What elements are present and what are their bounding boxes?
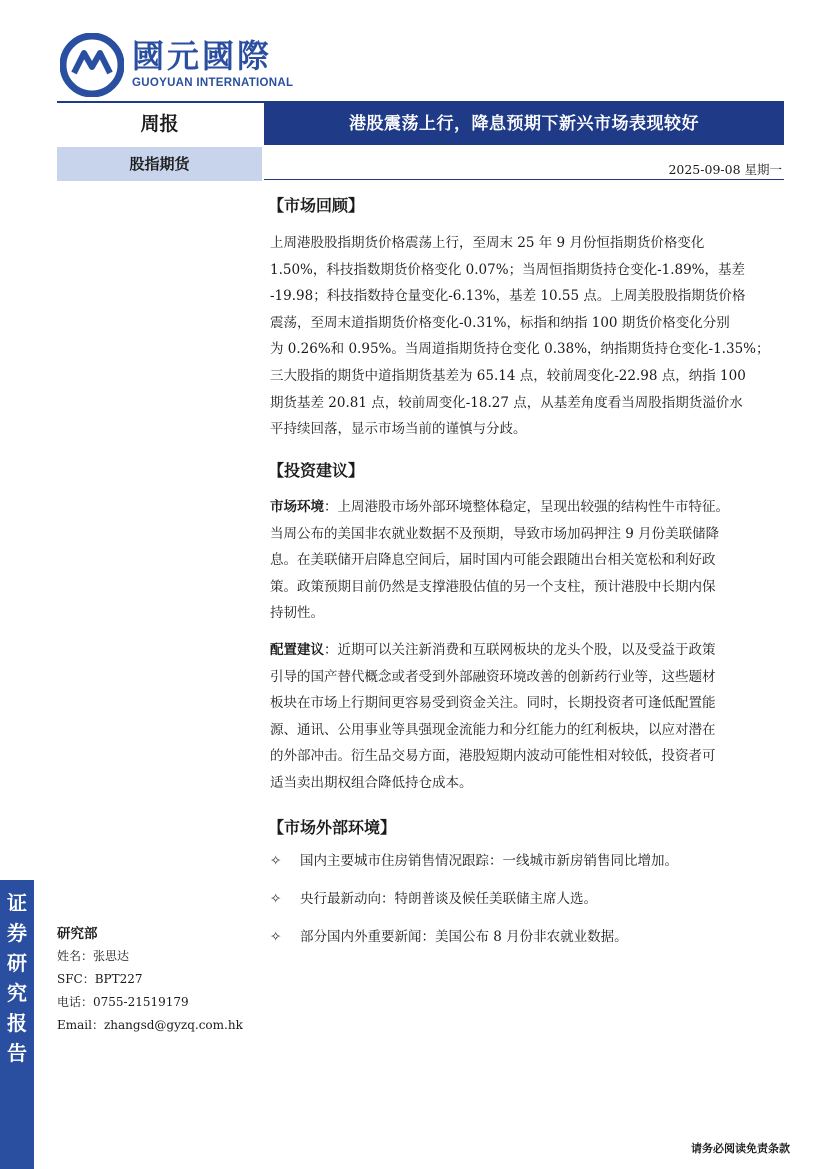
- report-date: 2025-09-08 星期一: [668, 162, 782, 177]
- env-line: 持韧性。: [270, 605, 324, 622]
- allocation-paragraph: [270, 637, 778, 797]
- review-line: -19.98；科技指数持仓量变化-6.13%，基差 10.55 点。上周美股股指期货价格: [270, 288, 746, 305]
- market-environment-paragraph: [270, 494, 778, 627]
- list-item-text: 国内主要城市住房销售情况跟踪：一线城市新房销售同比增加。: [300, 853, 678, 869]
- review-paragraph: [270, 230, 778, 443]
- alloc-line: 源、通讯、公用事业等具强现金流能力和分红能力的红利板块，以应对潜在: [270, 721, 716, 738]
- research-department: 研究部: [57, 926, 98, 942]
- side-char: 证: [7, 891, 27, 915]
- analyst-sfc: SFC：BPT227: [57, 972, 143, 986]
- list-item: [270, 927, 778, 947]
- brand-name-en: GUOYUAN INTERNATIONAL: [132, 77, 294, 89]
- list-item-text: 央行最新动向：特朗普谈及候任美联储主席人选。: [300, 891, 597, 907]
- side-char: 券: [7, 921, 27, 945]
- side-char: 究: [7, 981, 27, 1005]
- alloc-line: 的外部冲击。衍生品交易方面，港股短期内波动可能性相对较低，投资者可: [270, 748, 716, 765]
- market-environment-label: 市场环境: [270, 499, 324, 515]
- side-char: 研: [7, 951, 27, 975]
- report-title: 港股震荡上行，降息预期下新兴市场表现较好: [349, 114, 699, 134]
- side-char: 告: [7, 1041, 27, 1065]
- review-line: 上周港股股指期货价格震荡上行，至周末 25 年 9 月份恒指期货价格变化: [270, 235, 705, 251]
- allocation-label: 配置建议: [270, 642, 324, 658]
- report-category: 股指期货: [129, 155, 190, 173]
- analyst-phone: 电话：0755-21519179: [57, 995, 189, 1009]
- env-line: 息。在美联储开启降息空间后，届时国内可能会跟随出台相关宽松和利好政: [270, 552, 716, 569]
- list-item: [270, 851, 778, 871]
- brand-name-cn: 國元國際: [132, 37, 273, 75]
- review-line: 三大股指的期货中道指期货基差为 65.14 点，较前周变化-22.98 点，纳指 100: [270, 367, 746, 384]
- report-type: 周报: [140, 113, 179, 135]
- list-item: [270, 889, 778, 909]
- diamond-bullet-icon: ✧: [270, 891, 282, 907]
- date-divider: [264, 179, 784, 180]
- disclaimer-notice: 请务必阅读免责条款: [691, 1142, 790, 1155]
- side-char: 报: [7, 1011, 27, 1035]
- review-line: 期货基差 20.81 点，较前周变化-18.27 点，从基差角度看当周股指期货溢价水: [270, 394, 743, 411]
- env-line: ：上周港股市场外部环境整体稳定，呈现出较强的结构性牛市特征。: [324, 499, 729, 515]
- env-line: 策。政策预期目前仍然是支撑港股估值的另一个支柱，预计港股中长期内保: [270, 578, 716, 595]
- review-line: 震荡，至周末道指期货价格变化-0.31%，标指和纳指 100 期货价格变化分别: [270, 314, 730, 331]
- company-logo-icon: [60, 33, 124, 97]
- alloc-line: 板块在市场上行期间更容易受到资金关注。同时，长期投资者可逢低配置能: [270, 695, 716, 712]
- review-line: 1.50%，科技指数期货价格变化 0.07%；当周恒指期货持仓变化-1.89%，基差: [270, 261, 746, 278]
- side-band-text: [0, 888, 34, 1068]
- section-heading-review: 【市场回顾】: [268, 196, 365, 215]
- diamond-bullet-icon: ✧: [270, 929, 282, 945]
- section-heading-advice: 【投资建议】: [268, 461, 365, 480]
- analyst-email[interactable]: Email：zhangsd@gyzq.com.hk: [57, 1018, 243, 1032]
- review-line: 平持续回落，显示市场当前的谨慎与分歧。: [270, 421, 527, 438]
- diamond-bullet-icon: ✧: [270, 853, 282, 869]
- alloc-line: 引导的国产替代概念或者受到外部融资环境改善的创新药行业等，这些题材: [270, 668, 716, 685]
- env-line: 当周公布的美国非农就业数据不及预期，导致市场加码押注 9 月份美联储降: [270, 525, 720, 542]
- alloc-line: 适当卖出期权组合降低持仓成本。: [270, 774, 473, 791]
- section-heading-external: 【市场外部环境】: [268, 818, 397, 837]
- alloc-line: ：近期可以关注新消费和互联网板块的龙头个股，以及受益于政策: [324, 642, 716, 658]
- list-item-text: 部分国内外重要新闻：美国公布 8 月份非农就业数据。: [300, 929, 628, 945]
- review-line: 为 0.26%和 0.95%。当周道指期货持仓变化 0.38%，纳指期货持仓变化-1.35%；: [270, 341, 770, 358]
- analyst-name: 姓名：张思达: [57, 949, 130, 963]
